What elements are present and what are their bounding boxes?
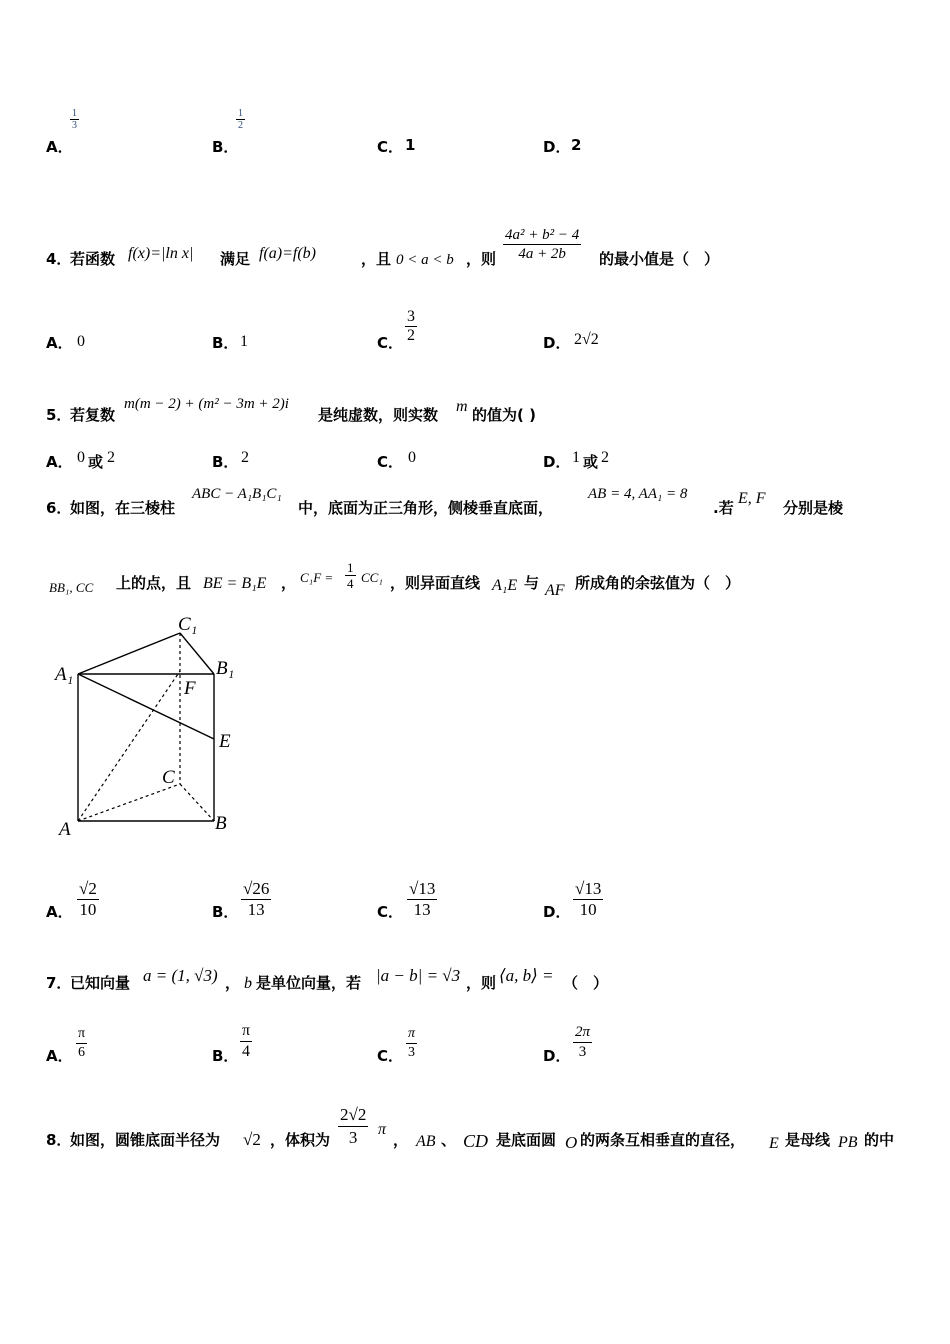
q5-option-b-label: B． xyxy=(212,453,239,471)
q7-text-5: （ ） xyxy=(563,974,609,992)
q8-generatrix-pb: PB xyxy=(838,1134,858,1151)
q6-prism: ABC − A₁B₁C₁ xyxy=(192,486,282,502)
q8-center-o: O xyxy=(565,1133,578,1152)
q4-option-d-value: 2√2 xyxy=(574,331,599,348)
q4-option-a-label: A． xyxy=(46,334,73,352)
segment-af-hidden xyxy=(78,671,180,821)
q7-option-b-label: B． xyxy=(212,1047,239,1065)
q5-option-a-value-2: 2 xyxy=(107,449,115,466)
label-c1: C₁ xyxy=(178,614,198,635)
q8-text-8: 的中 xyxy=(864,1131,895,1149)
q4-expression-fraction: $\frac{\text{4a² + b² − 4}}{4a + 2b}$ xyxy=(505,227,580,262)
q4-text-3: ，且 xyxy=(361,250,392,268)
q4-option-a-value: 0 xyxy=(77,333,85,350)
q5-option-a-or: 或 xyxy=(88,453,104,471)
q6-points-ef: E, F xyxy=(738,490,766,507)
q8-text-5: 是底面圆 xyxy=(496,1131,557,1149)
q5-option-d-value-2: 2 xyxy=(601,449,609,466)
q4-option-b-value: 1 xyxy=(240,333,248,350)
q6-text-3: .若 xyxy=(713,499,734,517)
q5-expression: m(m − 2) + (m² − 3m + 2)i xyxy=(124,396,289,412)
q4-option-d-label: D． xyxy=(543,334,571,352)
q7-text-4: ，则 xyxy=(466,974,497,992)
q7-option-d-label: D． xyxy=(543,1047,571,1065)
q6-line-a1e: A₁E xyxy=(492,577,518,594)
q5-option-d-label: D． xyxy=(543,453,571,471)
q7-text-2: ， xyxy=(225,974,241,992)
q5-text-1: 若复数 xyxy=(70,406,116,424)
q5-text-2: 是纯虚数，则实数 xyxy=(318,406,439,424)
q8-radius: √2 xyxy=(243,1130,261,1149)
q6-option-d-fraction: $\frac{√13}{10}$ xyxy=(575,879,602,919)
q6-prism-figure xyxy=(45,608,255,843)
label-b: B xyxy=(215,813,227,834)
q4-text-1: 若函数 xyxy=(70,250,116,268)
q7-option-a-label: A． xyxy=(46,1047,73,1065)
q3-option-c-label: C． xyxy=(377,138,404,156)
q8-text-1: 如图，圆锥底面半径为 xyxy=(70,1131,221,1149)
q3-option-a-label: A． xyxy=(46,138,73,156)
q3-option-b-fraction: $\frac{1}{2}$ xyxy=(238,108,243,131)
q4-option-c-label: C． xyxy=(377,334,404,352)
q7-vector-a: a = (1, √3) xyxy=(143,966,218,985)
q5-variable: m xyxy=(456,398,468,415)
q8-diameter-cd: CD xyxy=(463,1131,489,1151)
label-e: E xyxy=(219,731,231,752)
q8-text-6: 的两条互相垂直的直径， xyxy=(580,1131,746,1149)
q3-option-d-label: D． xyxy=(543,138,571,156)
q7-condition: |a − b| = √3 xyxy=(376,966,461,985)
q8-text-3: ， xyxy=(393,1131,409,1149)
q6-line-af: AF xyxy=(545,582,565,599)
q8-number: 8． xyxy=(46,1131,72,1149)
q6-text-4: 分别是棱 xyxy=(783,499,844,517)
label-b1: B₁ xyxy=(216,658,235,679)
label-c: C xyxy=(162,767,175,788)
q5-option-c-label: C． xyxy=(377,453,404,471)
q3-option-c-value: 1 xyxy=(405,136,416,154)
edge-a1c1 xyxy=(78,633,180,674)
q4-condition: f(a)=f(b) xyxy=(259,245,316,262)
q6-text-6: ， xyxy=(281,574,297,592)
q6-condition-c1f-right: CC₁ xyxy=(361,570,383,585)
edge-cb-hidden xyxy=(180,784,214,821)
q4-text-2: 满足 xyxy=(220,250,251,268)
q5-option-d-or: 或 xyxy=(583,453,599,471)
q5-option-c-value: 0 xyxy=(408,449,416,466)
q5-option-a-label: A． xyxy=(46,453,73,471)
q4-text-4: ，则 xyxy=(466,250,497,268)
q6-number: 6． xyxy=(46,499,72,517)
q8-text-7: 是母线 xyxy=(785,1131,831,1149)
label-a1: A₁ xyxy=(55,664,74,685)
q6-condition: AB = 4, AA₁ = 8 xyxy=(588,486,688,502)
q6-text-1: 如图，在三棱柱 xyxy=(70,499,176,517)
q5-option-a-value-1: 0 xyxy=(77,449,85,466)
q3-option-b-label: B． xyxy=(212,138,239,156)
q7-option-b-fraction: $\frac{\pi}{4}$ xyxy=(242,1022,251,1060)
q8-diameter-ab: AB xyxy=(416,1133,436,1150)
q7-angle: ⟨a, b⟩ = xyxy=(499,966,554,985)
q6-text-5: 上的点，且 xyxy=(116,574,192,592)
q4-option-c-fraction: $\frac{3}{2}$ xyxy=(407,308,415,344)
q7-option-a-fraction: $\frac{\pi}{6}$ xyxy=(78,1026,86,1060)
q7-option-d-fraction: $\frac{2\pi}{3}$ xyxy=(575,1024,591,1060)
edge-ac-hidden xyxy=(78,784,180,821)
q6-text-8: 与 xyxy=(524,574,540,592)
q5-text-3: 的值为( ) xyxy=(472,406,536,424)
q6-text-7: ，则异面直线 xyxy=(390,574,481,592)
edge-c1b1 xyxy=(180,633,214,674)
q6-option-c-label: C． xyxy=(377,903,404,921)
q7-number: 7． xyxy=(46,974,72,992)
q4-number: 4． xyxy=(46,250,72,268)
q6-text-9: 所成角的余弦值为（ ） xyxy=(575,574,741,592)
q4-inequality: 0 < a < b xyxy=(396,252,454,268)
q8-text-2: ，体积为 xyxy=(270,1131,331,1149)
q6-option-c-fraction: $\frac{√13}{13}$ xyxy=(409,879,436,919)
q4-function: f(x)=|ln x| xyxy=(128,245,194,262)
q4-text-5: 的最小值是（ ） xyxy=(599,250,720,268)
q7-text-1: 已知向量 xyxy=(70,974,131,992)
q8-point-e: E xyxy=(769,1135,779,1152)
q5-option-b-value: 2 xyxy=(241,449,249,466)
q6-option-a-label: A． xyxy=(46,903,73,921)
q8-volume-fraction: $\frac{2√2}{3}$ xyxy=(340,1105,367,1147)
q3-option-a-fraction: $\frac{1}{3}$ xyxy=(72,108,77,131)
q6-condition-c1f-left: C₁F = xyxy=(300,570,334,585)
q6-option-b-label: B． xyxy=(212,903,239,921)
q5-option-d-value-1: 1 xyxy=(572,449,580,466)
q7-option-c-label: C． xyxy=(377,1047,404,1065)
q6-edges: BB₁, CC xyxy=(49,580,94,595)
label-f: F xyxy=(184,678,196,699)
q7-vector-b: b xyxy=(244,975,252,992)
q7-text-3: 是单位向量，若 xyxy=(256,974,362,992)
q8-text-4: 、 xyxy=(441,1131,457,1149)
q6-option-a-fraction: $\frac{√2}{10}$ xyxy=(79,879,97,919)
q3-option-d-value: 2 xyxy=(571,136,582,154)
q6-option-b-fraction: $\frac{√26}{13}$ xyxy=(243,879,270,919)
q7-option-c-fraction: $\frac{\pi}{3}$ xyxy=(408,1026,416,1060)
q8-pi: π xyxy=(378,1121,387,1138)
q4-option-b-label: B． xyxy=(212,334,239,352)
label-a: A xyxy=(59,819,71,840)
q6-text-2: 中，底面为正三角形，侧棱垂直底面， xyxy=(298,499,554,517)
q5-number: 5． xyxy=(46,406,72,424)
q6-option-d-label: D． xyxy=(543,903,571,921)
q6-condition-be: BE = B₁E xyxy=(203,575,267,592)
q6-condition-c1f-fraction: $\frac{1}{4}$ xyxy=(347,560,354,591)
